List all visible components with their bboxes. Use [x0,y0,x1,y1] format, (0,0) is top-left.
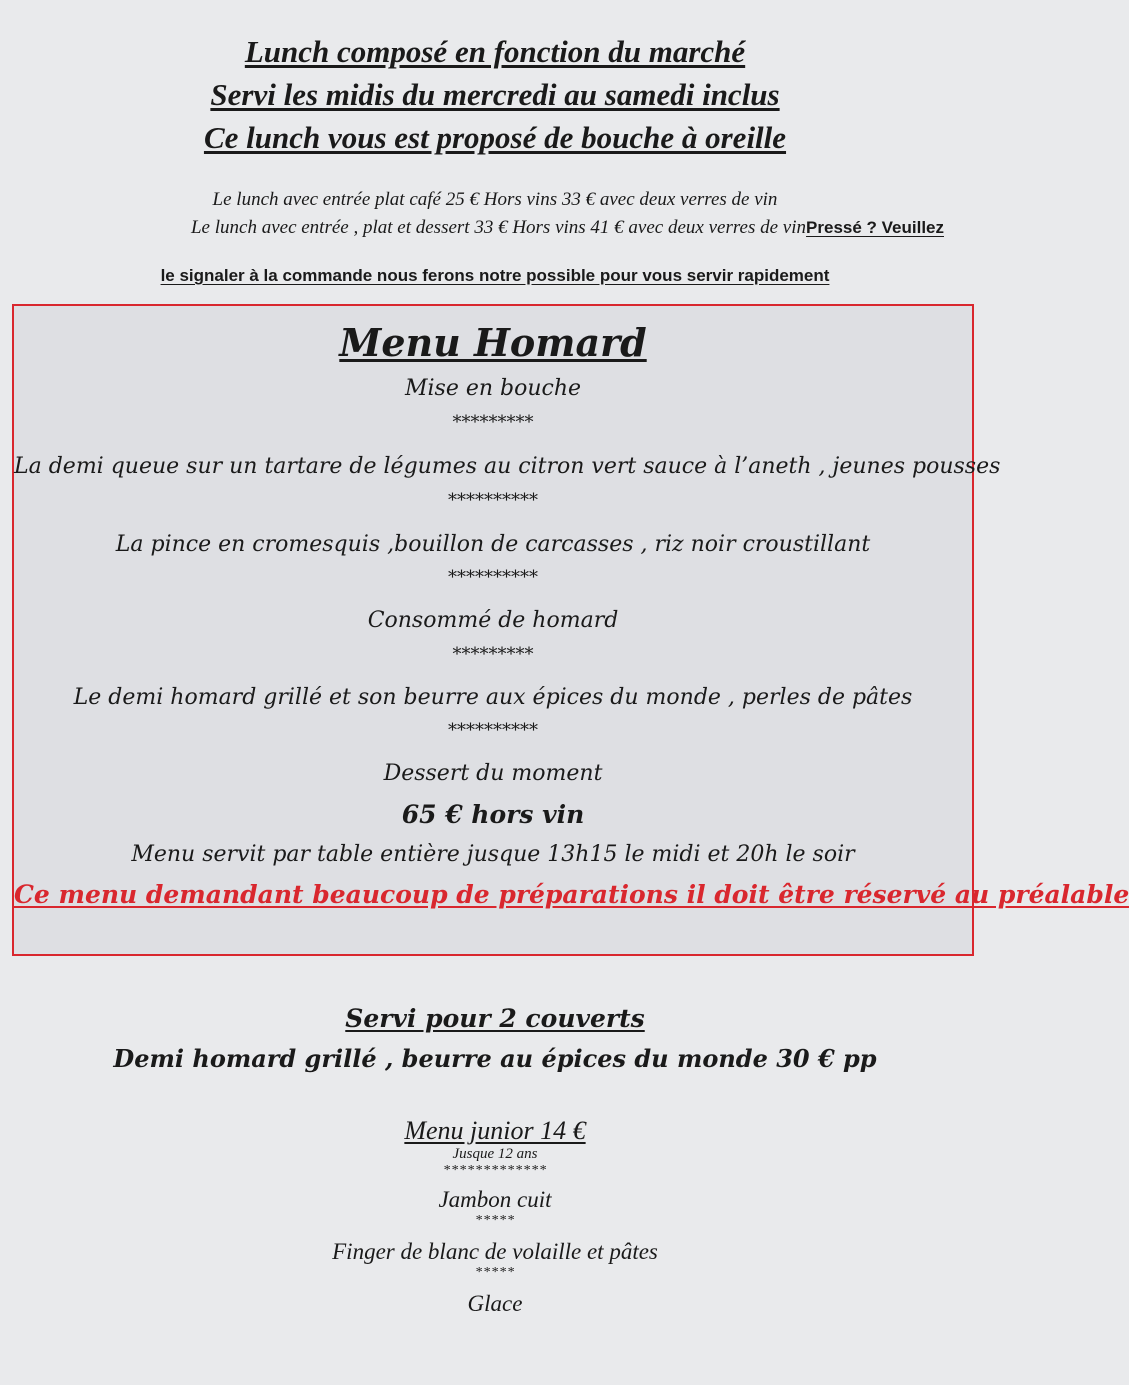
junior-item-2: Finger de blanc de volaille et pâtes [332,1239,658,1264]
separator-stars-4: ********* [452,644,534,665]
course-2: La pince en cromesquis ,bouillon de carcasses , riz noir croustillant [115,532,871,557]
course-1: La demi queue sur un tartare de légumes au citron vert sauce à l’aneth , jeunes pousses [14,454,1001,479]
lunch-title-line-2: Servi les midis du mercredi au samedi inclus [210,77,780,112]
rapid-service-notice: le signaler à la commande nous ferons notre possible pour vous servir rapidement [160,266,830,285]
couverts-title [0,1004,990,1033]
junior-stars-1: ************* [443,1163,547,1178]
junior-stars-2: ***** [475,1213,515,1228]
lunch-prices [0,186,990,242]
junior-stars-3: ***** [475,1265,515,1280]
dessert: Dessert du moment [383,761,603,786]
lunch-price-line-2-text: Le lunch avec entrée , plat et dessert 33 € Hors vins 41 € avec deux verres de vin [190,217,807,238]
menu-homard-box [12,304,1129,956]
junior-item-3: Glace [467,1291,523,1316]
menu-homard-title: Menu Homard [339,320,647,365]
junior-title: Menu junior 14 € [404,1116,586,1145]
lunch-price-line-2 [0,214,990,242]
presse-label: Pressé ? Veuillez [806,218,944,237]
course-4: Le demi homard grillé et son beurre aux épices du monde , perles de pâtes [73,685,913,710]
separator-stars-1: ********* [452,412,534,433]
reservation-warning: Ce menu demandant beaucoup de préparations il doit être réservé au préalable [14,880,1129,909]
lunch-title-line-1: Lunch composé en fonction du marché [244,34,746,69]
separator-stars-3: ********** [448,567,538,588]
menu-junior [0,1116,990,1317]
separator-stars-5: ********** [448,720,538,741]
couverts-title-text: Servi pour 2 couverts [345,1004,645,1033]
lunch-price-line-1: Le lunch avec entrée plat café 25 € Hors vins 33 € avec deux verres de vin [212,189,778,210]
lunch-title-line-3: Ce lunch vous est proposé de bouche à oreille [203,120,787,155]
separator-stars-2: ********** [448,490,538,511]
mise-en-bouche: Mise en bouche [404,376,582,401]
junior-age: Jusque 12 ans [452,1146,538,1162]
lunch-header [0,30,990,159]
couverts-line: Demi homard grillé , beurre au épices du monde 30 € pp [113,1044,877,1073]
course-3: Consommé de homard [367,608,619,633]
menu-price: 65 € hors vin [401,800,585,829]
junior-item-1: Jambon cuit [438,1187,552,1212]
service-hours: Menu servit par table entière jusque 13h15 le midi et 20h le soir [131,842,855,867]
